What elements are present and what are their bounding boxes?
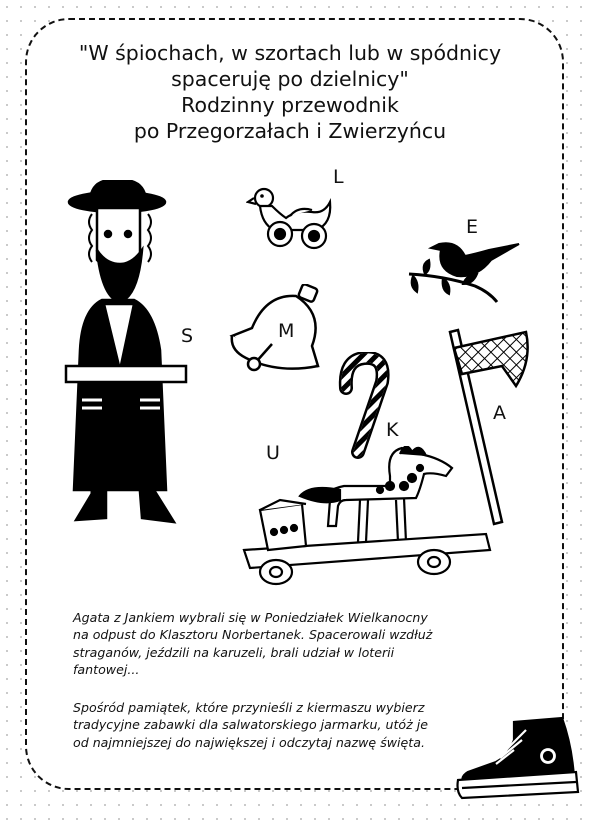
story-p1-line-1: Agata z Jankiem wybrali się w Poniedziałek Wielkanocny <box>73 610 428 625</box>
story-paragraph-1 <box>73 609 513 679</box>
title-line-1: "W śpiochach, w szortach lub w spódnicy <box>78 41 502 65</box>
story-p1-line-3: straganów, jeździli na karuzeli, brali udział w loterii <box>73 644 395 660</box>
story-p2-line-1: Spośród pamiątek, które przynieśli z kiermaszu wybierz <box>73 700 425 715</box>
duck-icon <box>246 184 336 254</box>
letter-bell: M <box>278 320 295 342</box>
story-p2-line-3: od najmniejszej do największej i odczytaj nazwę święta. <box>73 734 425 750</box>
letter-candy: K <box>386 419 399 441</box>
candy-cane-icon <box>334 352 399 460</box>
letter-horse: U <box>266 442 280 464</box>
story-p1-line-4: fantowej... <box>73 662 140 678</box>
sneaker-icon <box>456 716 582 800</box>
title-line-2: spaceruję po dzielnicy" <box>171 67 409 91</box>
letter-bird: E <box>466 216 479 238</box>
letter-figure: S <box>181 325 194 347</box>
title-line-4: po Przegorzałach i Zwierzyńcu <box>133 119 447 143</box>
page-title <box>40 40 540 144</box>
story-paragraph-2 <box>73 699 513 751</box>
story-p1-line-2: na odpust do Klasztoru Norbertanek. Spacerowali wzdłuż <box>73 627 433 643</box>
letter-axe: A <box>493 402 506 424</box>
title-line-3: Rodzinny przewodnik <box>181 93 399 117</box>
story-p2-line-2: tradycyjne zabawki dla salwatorskiego jarmarku, utóż je <box>73 717 428 733</box>
figure-icon <box>62 180 192 530</box>
bird-icon <box>405 236 525 308</box>
horse-cart-icon <box>240 442 492 592</box>
letter-duck: L <box>333 166 344 188</box>
